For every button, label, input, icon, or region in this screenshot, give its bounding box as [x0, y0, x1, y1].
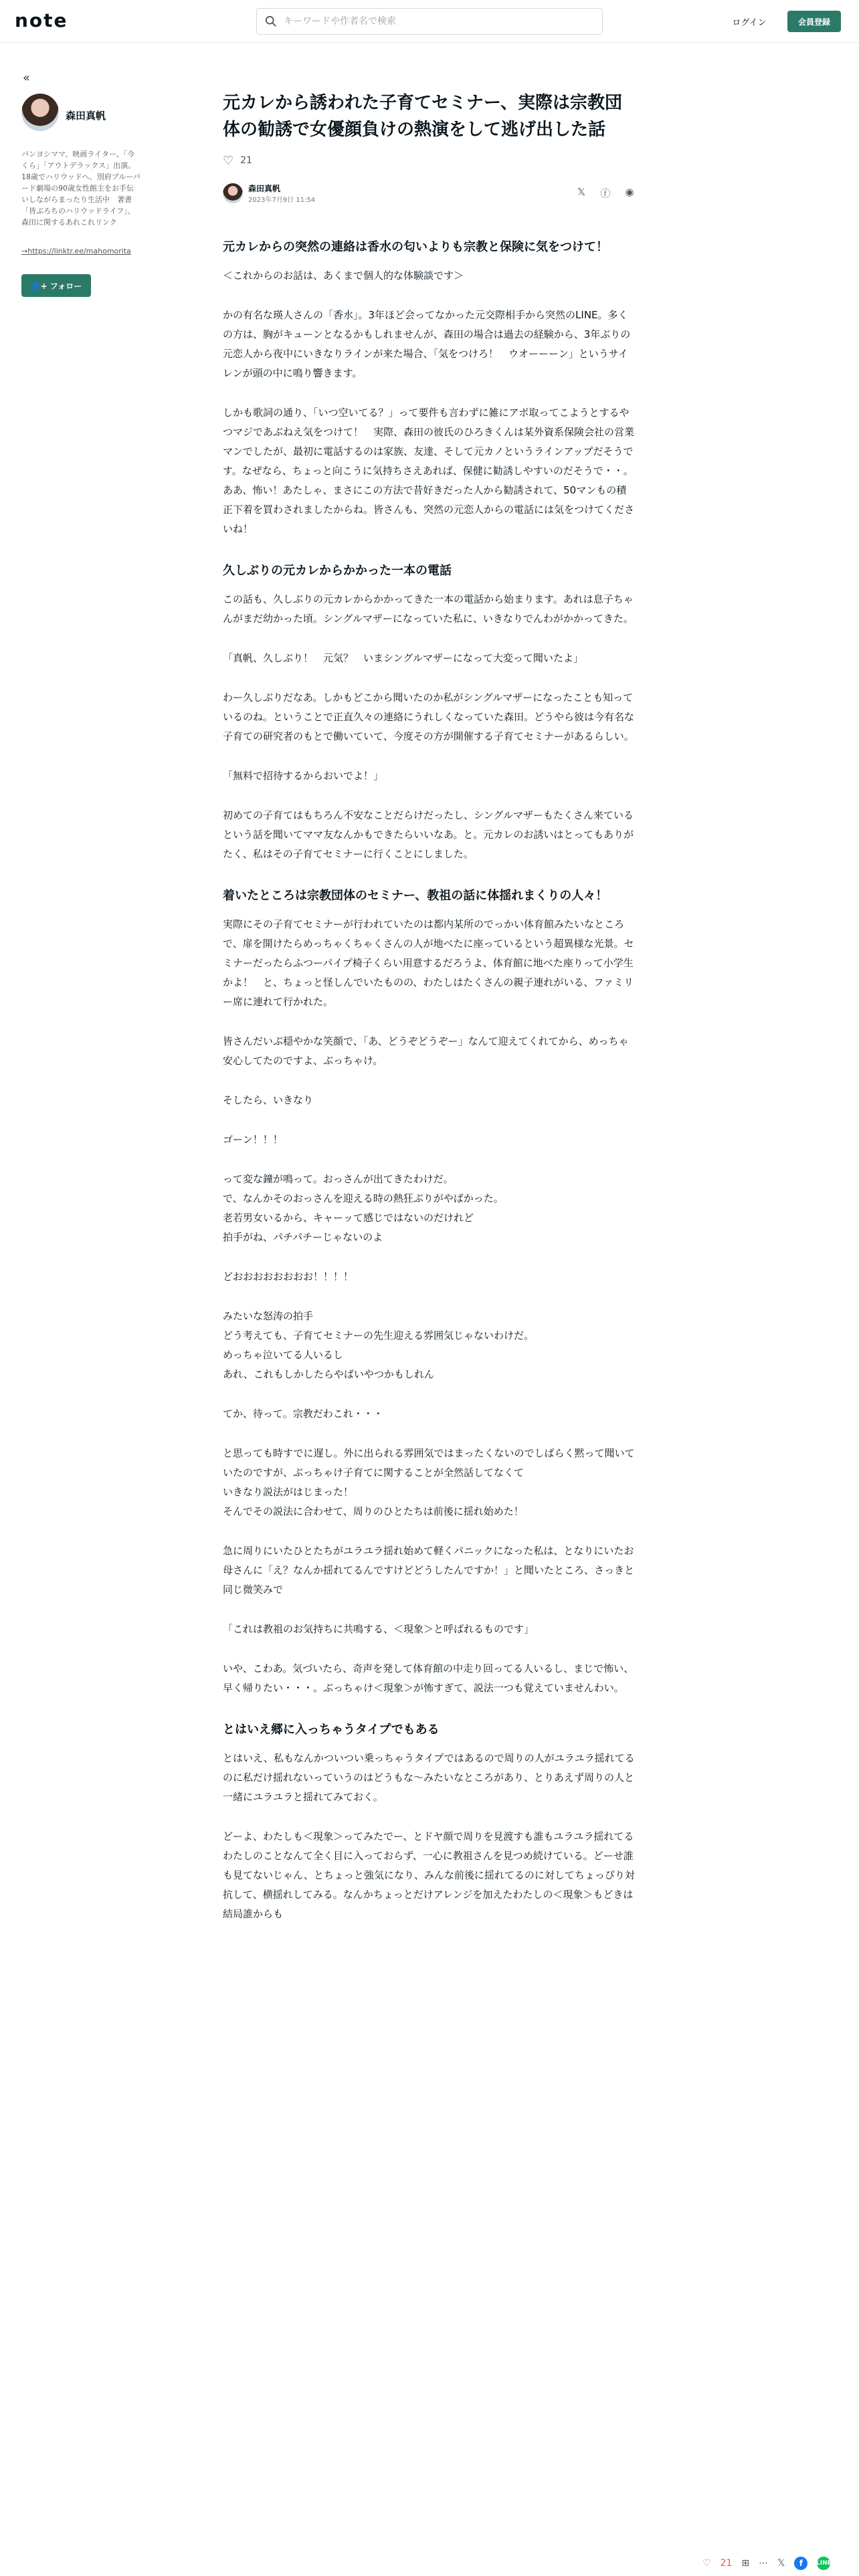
search-box[interactable] — [256, 8, 603, 35]
follow-button[interactable] — [21, 274, 91, 297]
paragraph: 急に周りにいたひとたちがユラユラ揺れ始めて軽くパニックになった私は、となりにいたお母さんに「え？なんか揺れてるんですけどどうしたんですか！」と聞いたところ、さっきと同じ微笑みで — [223, 1545, 635, 1596]
paragraph: 初めての子育てはもちろん不安なことだらけだったし、シングルマザーもたくさん来ているという話を聞いてママ友なんかもできたらいいなあ。と。元カレのお誘いはとってもありがたく、私はその子育てセミナーに行くことにしました。 — [223, 809, 634, 860]
facebook-share-icon[interactable]: ⓕ — [600, 187, 611, 199]
section-heading: 元カレからの突然の連絡は香水の匂いよりも宗教と保険に気をつけて！ — [223, 240, 608, 254]
publish-date: 2023年7月9日 11:54 — [248, 197, 316, 204]
float-x-icon[interactable]: 𝕏 — [777, 2558, 785, 2569]
paragraph: 実際にその子育てセミナーが行われていたのは都内某所のでっかい体育館みたいなところで、扉を開けたらめっちゃくちゃくさんの人が地べたに座っているという超異様な光景。セミナーだったらふつーパイプ椅子くらい用意するだろうよ、体育館に地べた座りって小学生かよ！ と、ちょっと怪しんでいたものの、わたしはたくさんの親子連れがいる、ファミリー席に連れて行かれた。 — [223, 918, 634, 1008]
paragraph: と思っても時すでに遅し。外に出られる雰囲気ではまったくないのでしばらく黙って聞いていたのですが、ぶっちゃけ子育てに関することが全然話してなくて いきなり説法がはじまった！ そんでその説法に合わせて、周りのひとたちは前後に揺れ始めた！ — [223, 1447, 635, 1517]
float-like-count: 21 — [720, 2558, 733, 2569]
paragraph: いや、こわあ。気づいたら、奇声を発して体育館の中走り回ってる人いるし、まじで怖い、早く帰りたい・・・。ぶっちゃけ＜現象＞が怖すぎて、説法一つも覚えていませんわい。 — [223, 1662, 634, 1694]
paragraph: てか、待って。宗教だわこれ・・・ — [223, 1408, 383, 1420]
collapse-sidebar-icon[interactable]: « — [23, 71, 31, 85]
paragraph: 皆さんだいぶ穏やかな笑顔で、「あ、どうぞどうぞー」なんて迎えてくれてから、めっちゃ安心してたのですよ、ぶっちゃけ。 — [223, 1035, 629, 1067]
paragraph: 「これは教祖のお気持ちに共鳴する、＜現象＞と呼ばれるものです」 — [223, 1623, 535, 1635]
site-header — [0, 0, 859, 43]
x-share-icon[interactable]: 𝕏 — [577, 186, 586, 198]
paragraph: ゴーン！！！ — [223, 1134, 283, 1146]
paragraph: って変な鐘が鳴って。おっさんが出てきたわけだ。 で、なんかそのおっさんを迎える時の熱狂ぶりがやばかった。 老若男女いるから、キャーッて感じではないのだけれど 拍手がね、パチパチーじゃないのよ — [223, 1173, 504, 1243]
paragraph: わー久しぶりだなあ。しかもどこから聞いたのか私がシングルマザーになったことも知っているのね。ということで正直久々の連絡にうれしくなっていた森田。どうやら彼は今有名な子育ての研究者のもとで働いていて、今度その方が開催する子育てセミナーがあるらしい。 — [223, 691, 635, 742]
paragraph: 「無料で招待するからおいでよ！」 — [223, 770, 384, 782]
avatar[interactable] — [21, 94, 59, 131]
login-button[interactable]: ログイン — [723, 11, 776, 31]
section-heading: とはいえ郷に入っちゃうタイプでもある — [223, 1723, 440, 1737]
float-facebook-icon[interactable]: f — [794, 2557, 807, 2570]
search-input[interactable] — [284, 13, 591, 30]
paragraph: とはいえ、私もなんかついつい乗っちゃうタイプではあるので周りの人がユラユラ揺れてるのに私だけ揺れないっていうのはどうもな〜みたいなところがあり、とりあえず周りの人と一緒にユラユラと揺れてみておく。 — [223, 1752, 635, 1803]
share-buttons — [575, 186, 636, 200]
floating-action-bar — [702, 2553, 859, 2573]
line-share-icon[interactable]: ◉ — [625, 186, 634, 198]
more-icon[interactable]: ⋯ — [759, 2558, 769, 2569]
like-count: 21 — [240, 155, 252, 166]
sidebar-link[interactable]: →https://linktr.ee/mahomorita — [21, 247, 131, 255]
user-plus-icon: 👤+ — [30, 281, 47, 291]
article-title: 元カレから誘われた子育てセミナー、実際は宗教団体の勧誘で女優顔負けの熱演をして逃げ出した話 — [223, 93, 622, 140]
section-heading: 着いたところは宗教団体のセミナー、教祖の話に体揺れまくりの人々！ — [223, 889, 608, 903]
like-row — [223, 152, 636, 169]
paragraph: ＜これからのお話は、あくまで個人的な体験談です＞ — [223, 270, 464, 282]
paragraph: 「真帆、久しぶり！ 元気？ いまシングルマザーになって大変って聞いたよ」 — [223, 652, 583, 664]
sidebar-bio: パンヨシママ、映画ライター、「今くら」「アウトデラックス」出演。18歳でハリウッドへ、別府ブルーバード劇場の90歳女性館主をお手伝いしながらまったり生活中 著書「皆ぶろちのハリウッドライフ」、森田に関するあれこれリンク — [21, 150, 140, 227]
paragraph: かの有名な瑛人さんの「香水」。3年ほど会ってなかった元交際相手から突然のLINE。多くの方は、胸がキューンとなるかもしれませんが、森田の場合は過去の経験から、3年ぶりの元恋人から夜中にいきなりラインが来た場合、「気をつけろ！ ウオーーーン」というサイレンが頭の中に鳴り響きます。 — [223, 309, 631, 379]
paragraph: どおおおおおおおお！！！！ — [223, 1271, 354, 1283]
section-heading: 久しぶりの元カレからかかった一本の電話 — [223, 564, 452, 578]
heart-icon[interactable]: ♡ — [223, 153, 234, 168]
author-name[interactable]: 森田真帆 — [248, 184, 281, 193]
paragraph: そしたら、いきなり — [223, 1094, 314, 1106]
paragraph: どーよ、わたしも＜現象＞ってみたでー、とドヤ顔で周りを見渡すも誰もユラユラ揺れてるわたしのことなんて全く目に入っておらず、一心に教祖さんを見つめ続けている。どーせ誰も見てないじゃん、とちょっと強気になり、みんな前後に揺れてるのに対してちょっぴり対抗して、横揺れしてみる。なんかちょっとだけアレンジを加えたわたしの＜現象＞もどきは結局誰からも — [223, 1830, 635, 1920]
float-line-icon[interactable]: LINE — [817, 2557, 830, 2570]
signup-button[interactable]: 会員登録 — [787, 11, 841, 32]
author-avatar[interactable] — [223, 183, 243, 203]
paragraph: この話も、久しぶりの元カレからかかってきた一本の電話から始まります。あれは息子ちゃんがまだ幼かった頃。シングルマザーになっていた私に、いきなりでんわがかかってきた。 — [223, 593, 634, 625]
follow-label: フォロー — [50, 281, 82, 291]
search-icon — [265, 15, 277, 27]
paragraph: みたいな怒涛の拍手 どう考えても、子育てセミナーの先生迎える雰囲気じゃないわけだ。 めっちゃ泣いてる人いるし あれ、これもしかしたらやばいやつかもしれん — [223, 1310, 535, 1380]
float-heart-icon[interactable]: ♡ — [702, 2558, 711, 2569]
magazine-add-icon[interactable]: ⊞ — [741, 2558, 750, 2569]
note-logo[interactable]: note — [15, 9, 68, 31]
paragraph: しかも歌詞の通り、「いつ空いてる？」って要件も言わずに雑にアポ取ってこようとするやつマジであぶねえ気をつけて！ 実際、森田の彼氏のひろきくんは某外資系保険会社の営業マンでしたが、最初に電話するのは家族、友達、そして元カノというラインアップだそうです。なぜなら、ちょっと向こうに気持ちさえあれば、保健に勧誘しやすいのだそうで・・。ああ、怖い！あたしゃ、まさにこの方法で昔好きだった人から勧誘されて、50マンもの積正下着を買わされましたからね。皆さんも、突然の元恋人からの電話には気をつけてくださいね！ — [223, 407, 635, 535]
author-row — [223, 182, 636, 206]
article-body — [223, 237, 636, 1924]
sidebar-author-name[interactable]: 森田真帆 — [66, 110, 106, 122]
article — [223, 90, 636, 1944]
